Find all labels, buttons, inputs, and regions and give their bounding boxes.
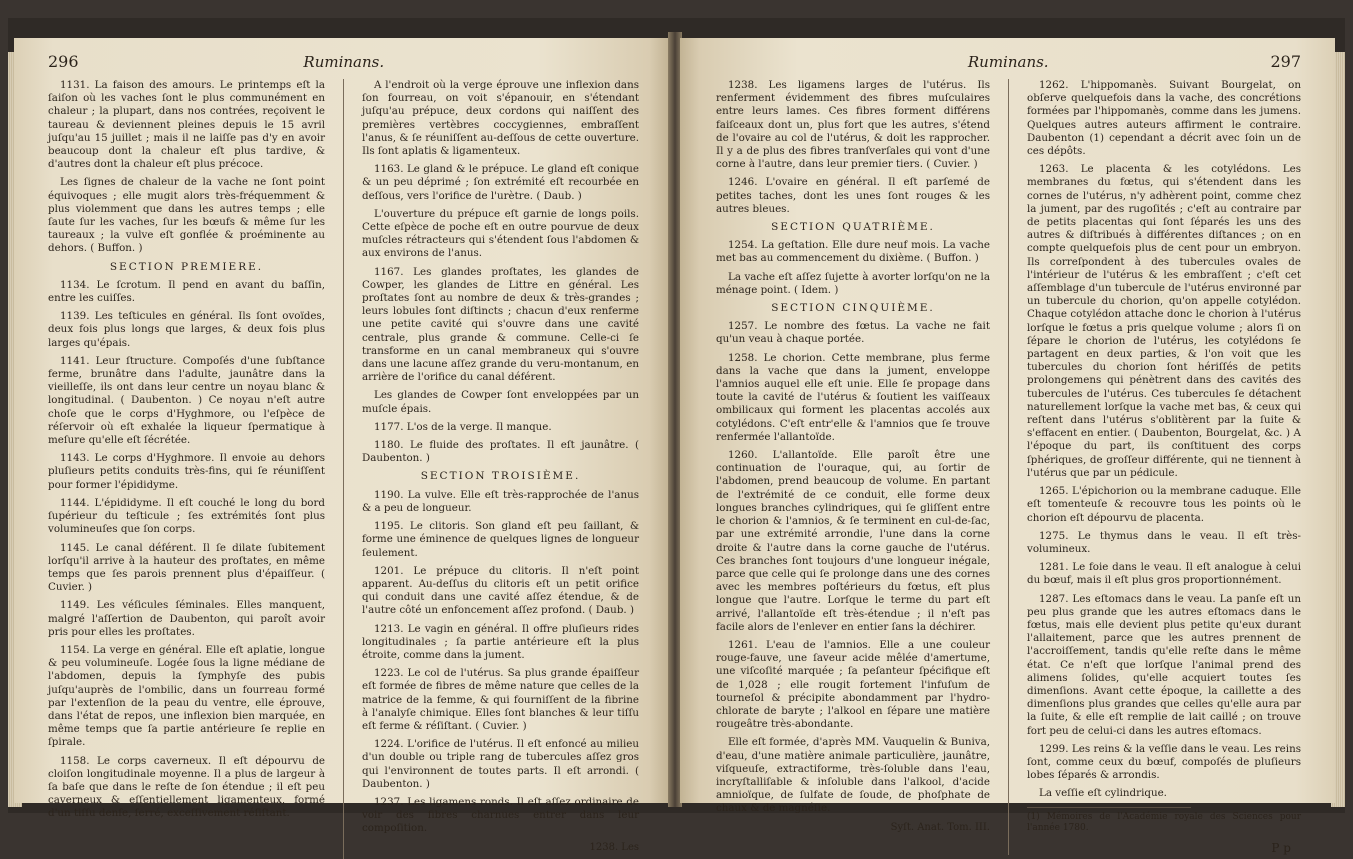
paragraph: Les glandes de Cowper ſont enveloppées par un muſcle épais. [362, 389, 639, 415]
section-heading: SECTION PREMIERE. [109, 260, 264, 273]
paragraph: 1180. Le fluide des proſtates. Il eſt jaunâtre. ( Daubenton. ) [362, 439, 639, 465]
paragraph: 1149. Les véſicules ſéminales. Elles manquent, malgré l'aſſertion de Daubenton, qui paroît avoir pris pour elles les proſtates. [48, 599, 325, 638]
left-running-title: Ruminans. [303, 53, 385, 71]
paragraph: 1287. Les eſtomacs dans le veau. La panſe eſt un peu plus grande que les autres eſtomacs dans le fœtus, mais elle devient plus petite qu'eux durant l'allaitement, parce que les autres prennent de l'accroiſſement, tandis qu'elle reſte dans le même état. Ce n'eſt que lorſque l'animal prend des alimens ſolides, qu'elle acquiert toutes ſes dimenſions. Avant cette époque, la caillette a des dimenſions plus grandes que celles qu'elle aura par la ſuite, & elle eſt remplie de lait caillé ; on trouve fort peu de celui-ci dans les autres eſtomacs. [1027, 592, 1301, 737]
left-column-1 [48, 79, 325, 859]
paragraph: 1190. La vulve. Elle eſt très-rapprochée de l'anus & a peu de longueur. [362, 488, 639, 514]
paragraph: 1263. Le placenta & les cotylédons. Les membranes du fœtus, qui s'étendent dans les cornes de l'utérus, n'y adhèrent point, comme chez la jument, par des rugoſités ; c'eſt au contraire par de petits placentas qui ſont ſéparés les uns des autres & diſtribués à différentes diſtances ; on en compte quelquefois plus de cent pour un embryon. Ils correſpondent à des tubercules ovales de l'intérieur de l'utérus & les embraſſent ; c'eſt cet aſſemblage d'un tubercule de l'utérus environné par un tubercule du chorion, qu'on appelle cotylédon. Chaque cotylédon attache donc le chorion à l'utérus lorſque le fœtus a pris quelque volume ; alors ſi on ſépare le chorion de l'utérus, les cotylédons ſe partagent en deux parties, & l'on voit que les tubercules du chorion ſont hériſſés de petits prolongemens qui pénètrent dans des cavités des tubercules de l'utérus. Ces tubercules ſe détachent naturellement lorſque la vache met bas, & ceux qui reſtent dans l'utérus s'oblitèrent par la ſuite & s'effacent en entier. ( Daubenton, Bourgelat, &c. ) A l'époque du part, ils conſtituent des corps ſphériques, de groſſeur différente, qui ne tiennent à l'utérus que par un pédicule. [1027, 163, 1301, 479]
right-column-2 [1027, 79, 1301, 855]
paragraph: 1262. L'hippomanès. Suivant Bourgelat, on obſerve quelquefois dans la vache, des concrétions formées par l'hippomanès, comme dans les jumens. Quelques autres auteurs affirment le contraire. Daubenton (1) cependant a décrit avec ſoin un de ces dépôts. [1027, 79, 1301, 158]
paragraph: 1141. Leur ſtructure. Compoſés d'une ſubſtance ferme, brunâtre dans l'adulte, jaunâtre dans la vieilleſſe, ils ont dans leur centre un noyau blanc & longitudinal. ( Daubenton. ) Ce noyau n'eſt autre choſe que le corps d'Hyghmore, ou l'eſpèce de réſervoir où eſt exhalée la liqueur ſpermatique à meſure qu'elle eſt ſécrétée. [48, 354, 325, 447]
paragraph: 1145. Le canal déférent. Il ſe dilate ſubitement lorſqu'il arrive à la hauteur des proſtates, en même temps que ſes parois prennent plus d'épaiſſeur. ( Cuvier. ) [48, 541, 325, 594]
section-heading: SECTION CINQUIÈME. [771, 302, 935, 315]
paragraph: Les ſignes de chaleur de la vache ne ſont point équivoques ; elle mugit alors très-fréquemment & plus violemment que dans les autres temps ; elle ſaute ſur les vaches, ſur les bœufs & même ſur les taureaux ; la vulve eſt gonflée & proéminente au dehors. ( Buffon. ) [48, 176, 325, 255]
paragraph: 1134. Le ſcrotum. Il pend en avant du baſſin, entre les cuiſſes. [48, 278, 325, 305]
paragraph: 1163. Le gland & le prépuce. Le gland eſt conique & un peu déprimé ; ſon extrémité eſt recourbée en deſſous, vers l'orifice de l'urètre. ( Daub. ) [362, 163, 639, 202]
paragraph: 1154. La verge en général. Elle eſt aplatie, longue & peu volumineuſe. Logée ſous la ligne médiane de l'abdomen, depuis la ſymphyſe des pubis juſqu'auprès de l'ombilic, dans un fourreau formé par l'extenſion de la peau du ventre, elle éprouve, dans l'état de repos, une inflexion bien marquée, en même temps que ſa partie antérieure ſe replie en ſpirale. [48, 643, 325, 749]
paragraph: 1237. Les ligamens ronds. Il eſt aſſez ordinaire de voir des fibres charnues entrer dans leur compoſition. [362, 795, 639, 835]
left-page [14, 38, 669, 853]
paragraph: 1167. Les glandes proſtates, les glandes de Cowper, les glandes de Littre en général. Les proſtates ſont au nombre de deux & très-grandes ; leurs lobules ſont diſtincts ; chacun d'eux renferme une petite cavité qui s'ouvre dans une cavité centrale, plus grande & commune. Celle-ci ſe transforme en un canal membraneux qui s'ouvre dans une lacune aſſez grande du veru-montanum, en arrière de l'orifice du canal déférent. [362, 265, 639, 384]
section-heading: SECTION TROISIÈME. [420, 470, 581, 483]
footnote: (1) Mémoires de l'Académie royale des Sciences pour l'année 1780. [1027, 811, 1301, 833]
paragraph: 1254. La geſtation. Elle dure neuf mois. La vache met bas au commencement du dixième. ( Buffon. ) [716, 239, 990, 265]
catchword: 1238. Les [589, 841, 639, 853]
left-page-number: 296 [48, 52, 79, 71]
paragraph: 1213. Le vagin en général. Il offre pluſieurs rides longitudinales ; ſa partie antérieure eſt la plus étroite, comme dans la jument. [362, 622, 639, 661]
paragraph: 1261. L'eau de l'amnios. Elle a une couleur rouge-fauve, une ſaveur acide mêlée d'amertume, une viſcoſité marquée ; ſa peſanteur ſpécifique eſt de 1,028 ; elle rougit fortement l'infuſum de tourneſol & précipite abondamment par l'hydro-chlorate de baryte ; l'alkool en ſépare une matière rougeâtre très-abondante. [716, 638, 990, 731]
signature-mark: P p [1271, 840, 1291, 855]
paragraph: A l'endroit où la verge éprouve une inflexion dans ſon fourreau, on voit s'épanouir, en s'étendant juſqu'au prépuce, deux cordons qui naiſſent des premières vertèbres coccygiennes, embraſſent l'anus, & ſe réuniſſent au-deſſous de cette ouverture. Ils ſont aplatis & ligamenteux. [362, 79, 639, 158]
paragraph: 1299. Les reins & la veſſie dans le veau. Les reins ſont, comme ceux du bœuf, compoſés de pluſieurs lobes ſéparés & arrondis. [1027, 742, 1301, 782]
paragraph: 1257. Le nombre des fœtus. La vache ne fait qu'un veau à chaque portée. [716, 320, 990, 346]
paragraph: 1275. Le thymus dans le veau. Il eſt très-volumineux. [1027, 529, 1301, 555]
paragraph: La veſſie eſt cylindrique. [1039, 787, 1167, 800]
column-rule [343, 79, 344, 859]
column-rule [1008, 79, 1009, 855]
paragraph: 1238. Les ligamens larges de l'utérus. Ils renferment évidemment des fibres muſculaires entre leurs lames. Ces fibres forment différens faiſceaux dont un, plus fort que les autres, s'étend de l'ovaire au col de l'utérus, & doit les rapprocher. Il y a de plus des fibres tranſverſales qui vont d'une corne à l'autre, dans leur premier tiers. ( Cuvier. ) [716, 79, 990, 171]
paragraph: 1265. L'épichorion ou la membrane caduque. Elle eſt tomenteuſe & recouvre tous les points où le chorion eſt dépourvu de placenta. [1027, 485, 1301, 524]
left-running-head [48, 52, 639, 71]
right-column-1 [716, 79, 990, 855]
paragraph: 1177. L'os de la verge. Il manque. [374, 420, 552, 433]
section-heading: SECTION QUATRIÈME. [771, 221, 935, 234]
right-page [680, 38, 1335, 855]
open-book [8, 18, 1345, 855]
paragraph: 1201. Le prépuce du clitoris. Il n'eſt point apparent. Au-deſſus du clitoris eſt un petit orifice qui conduit dans une cavité aſſez étendue, & de l'autre côté un enfoncement aſſez profond. ( Daub. ) [362, 564, 639, 617]
paragraph: 1224. L'orifice de l'utérus. Il eſt enfoncé au milieu d'un double ou triple rang de tubercules aſſez gros qui l'environnent de toutes parts. Il eſt arrondi. ( Daubenton. ) [362, 738, 639, 790]
paragraph: 1260. L'allantoïde. Elle paroît être une continuation de l'ouraque, qui, au ſortir de l'abdomen, prend beaucoup de volume. En partant de l'extrémité de ce conduit, elle forme deux longues branches cylindriques, qui ſe gliſſent entre le chorion & l'amnios, & ſe terminent en cul-de-ſac, par une extrémité arrondie, l'une dans la corne droite & l'autre dans la corne gauche de l'utérus. Ces branches ſont toujours d'une longueur inégale, parce que celle qui ſe prolonge dans une des cornes avec les membres poſtérieurs du fœtus, eſt plus longue que l'autre. Lorſque le terme du part eſt arrivé, l'allantoïde eſt très-étendue ; il n'eſt pas facile alors de l'enlever en entier ſans la déchirer. [716, 449, 990, 633]
left-column-2 [362, 79, 639, 859]
paragraph: 1158. Le corps caverneux. Il eſt dépourvu de cloiſon longitudinale moyenne. Il a plus de largeur à ſa baſe que dans le reſte de ſon étendue ; il eſt peu caverneux & eſſentiellement ligamenteux, formé d'un tiſſu denſe, ſerré, exceſſivement réſiſtant. [48, 754, 325, 820]
paragraph: 1143. Le corps d'Hyghmore. Il envoie au dehors pluſieurs petits conduits très-fins, qui ſe réuniſſent pour former l'épididyme. [48, 452, 325, 491]
right-running-title: Ruminans. [967, 53, 1049, 71]
paragraph: 1144. L'épididyme. Il eſt couché le long du bord ſupérieur du teſticule ; ſes extrémités ſont plus volumineuſes que ſon corps. [48, 496, 325, 536]
paragraph: 1246. L'ovaire en général. Il eſt parſemé de petites taches, dont les unes ſont rouges & les autres bleues. [716, 176, 990, 215]
right-page-number: 297 [1270, 52, 1301, 71]
right-running-head [716, 52, 1301, 71]
paragraph: 1258. Le chorion. Cette membrane, plus ferme dans la vache que dans la jument, enveloppe l'amnios auquel elle eſt unie. Elle ſe propage dans toute la cavité de l'utérus & ſoutient les vaiſſeaux ombilicaux qui forment les placentas accolés aux cotylédons. C'eſt entr'elle & l'amnios que ſe trouve renfermée l'allantoïde. [716, 351, 990, 443]
paragraph: 1195. Le clitoris. Son gland eſt peu ſaillant, & forme une éminence de quelques lignes de longueur ſeulement. [362, 520, 639, 559]
paragraph: 1139. Les teſticules en général. Ils ſont ovoïdes, deux fois plus longs que larges, & deux fois plus larges qu'épais. [48, 310, 325, 349]
catchword: Syſt. Anat. Tom. III. [890, 821, 990, 833]
paragraph: 1281. Le foie dans le veau. Il eſt analogue à celui du bœuf, mais il eſt plus gros proportionnément. [1027, 561, 1301, 587]
paragraph: Elle eſt formée, d'après MM. Vauquelin & Buniva, d'eau, d'une matière animale particulière, jaunâtre, viſqueuſe, extractiforme, très-ſoluble dans l'eau, incryſtalliſable & inſoluble dans l'alkool, d'acide amnioïque, de ſulfate de ſoude, de phoſphate de chaux & de magnéſie. [716, 736, 990, 815]
paragraph: La vache eſt aſſez ſujette à avorter lorſqu'on ne la ménage point. ( Idem. ) [716, 270, 990, 296]
paragraph: L'ouverture du prépuce eſt garnie de longs poils. Cette eſpèce de poche eſt en outre pourvue de deux muſcles rétracteurs qui s'étendent ſous l'abdomen & aux environs de l'anus. [362, 207, 639, 260]
paragraph: 1131. La faison des amours. Le printemps eſt la ſaiſon où les vaches ſont le plus communément en chaleur ; la plupart, dans nos contrées, reçoivent le taureau & deviennent pleines depuis le 15 avril juſqu'au 15 juillet ; mais il ne laiſſe pas d'y en avoir beaucoup dont la chaleur eſt plus tardive, & d'autres dont la chaleur eſt plus précoce. [48, 79, 325, 171]
paragraph: 1223. Le col de l'utérus. Sa plus grande épaiſſeur eſt formée de fibres de même nature que celles de la matrice de la femme, & qui fourniſſent de la fibrine à l'analyſe chimique. Elles ſont blanches & leur tiſſu eſt ferme & réſiſtant. ( Cuvier. ) [362, 667, 639, 732]
footnote-rule [1027, 807, 1191, 808]
